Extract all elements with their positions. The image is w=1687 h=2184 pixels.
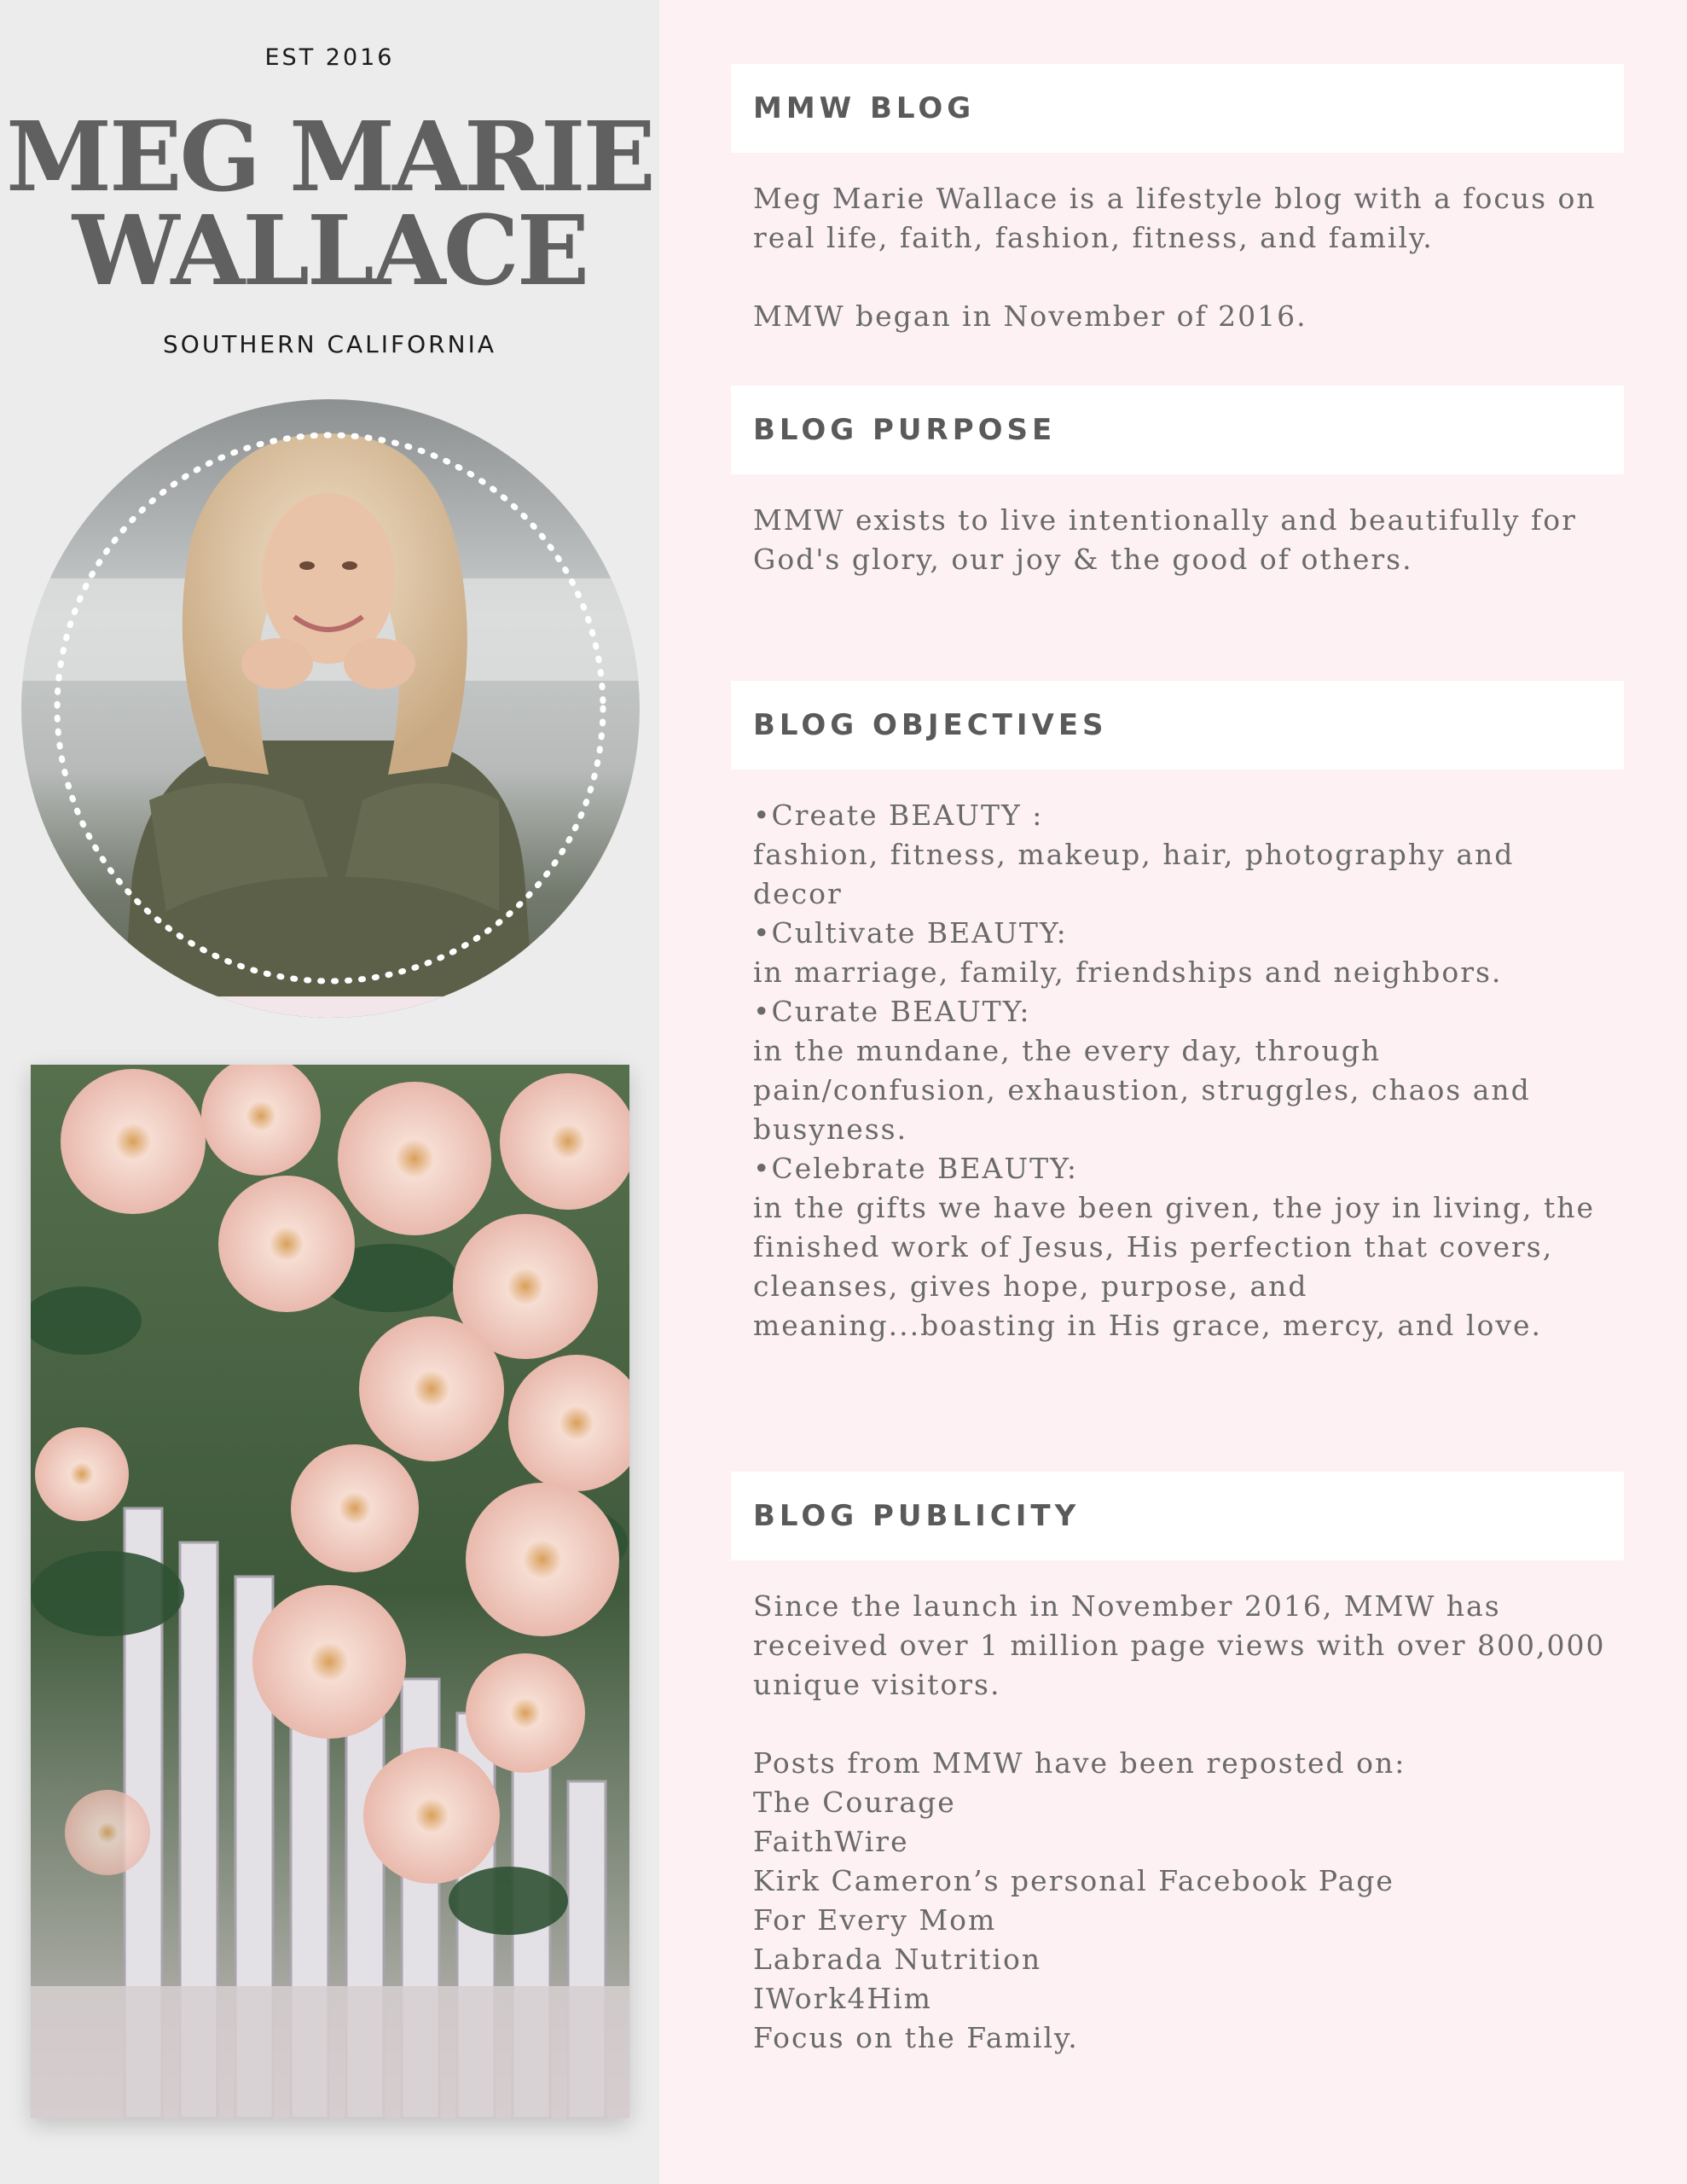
roses-fence-photo [31, 1065, 629, 2118]
section-body-blog-purpose: MMW exists to live intentionally and beautifully for God's glory, our joy & the good of others. [753, 503, 1577, 576]
section-body-blog-objectives: •Create BEAUTY : fashion, fitness, makeup, hair, photography and decor •Cultivate BEAUTY: in marriage, family, friendships and neighbors. •Curate BEAUTY: in the mundane, the every day, through pain/confusion, exhaustion, struggles, chaos and busyness. •Celebrate BEAUTY: in the gifts we have been given, the joy in living, the finished work of Jesus, His perfection that covers, cleanses, gives hope, purpose, and meaning...boasting in His grace, mercy, and love. [753, 799, 1596, 1342]
section-header-blog-publicity [731, 1472, 1624, 1560]
section-body-mmw-blog: Meg Marie Wallace is a lifestyle blog with a focus on real life, faith, fashion, fitness, and family. MMW began in November of 2016. [753, 182, 1597, 333]
section-title: MMW BLOG [753, 91, 976, 125]
name-line-1: MEG MARIE [6, 102, 653, 213]
section-title: BLOG PURPOSE [753, 413, 1057, 447]
section-header-blog-objectives [731, 681, 1624, 770]
section-title: BLOG OBJECTIVES [753, 708, 1108, 742]
portrait-photo [21, 399, 640, 1018]
location-label: SOUTHERN CALIFORNIA [163, 330, 496, 358]
blogger-name [0, 102, 659, 307]
name-line-2: WALLACE [72, 195, 588, 307]
established-label: EST 2016 [264, 44, 395, 71]
section-header-blog-purpose [731, 386, 1624, 474]
section-body-blog-publicity: Since the launch in November 2016, MMW has received over 1 million page views with over 800,000 unique visitors. Posts from MMW have been reposted on: The Courage FaithWire Kirk Cameron’s personal Facebook Page For Every Mom Labrada Nutrition IWork4Him Focus on the Family. [753, 1589, 1606, 2054]
section-header-mmw-blog [731, 64, 1624, 153]
section-title: BLOG PUBLICITY [753, 1499, 1081, 1533]
